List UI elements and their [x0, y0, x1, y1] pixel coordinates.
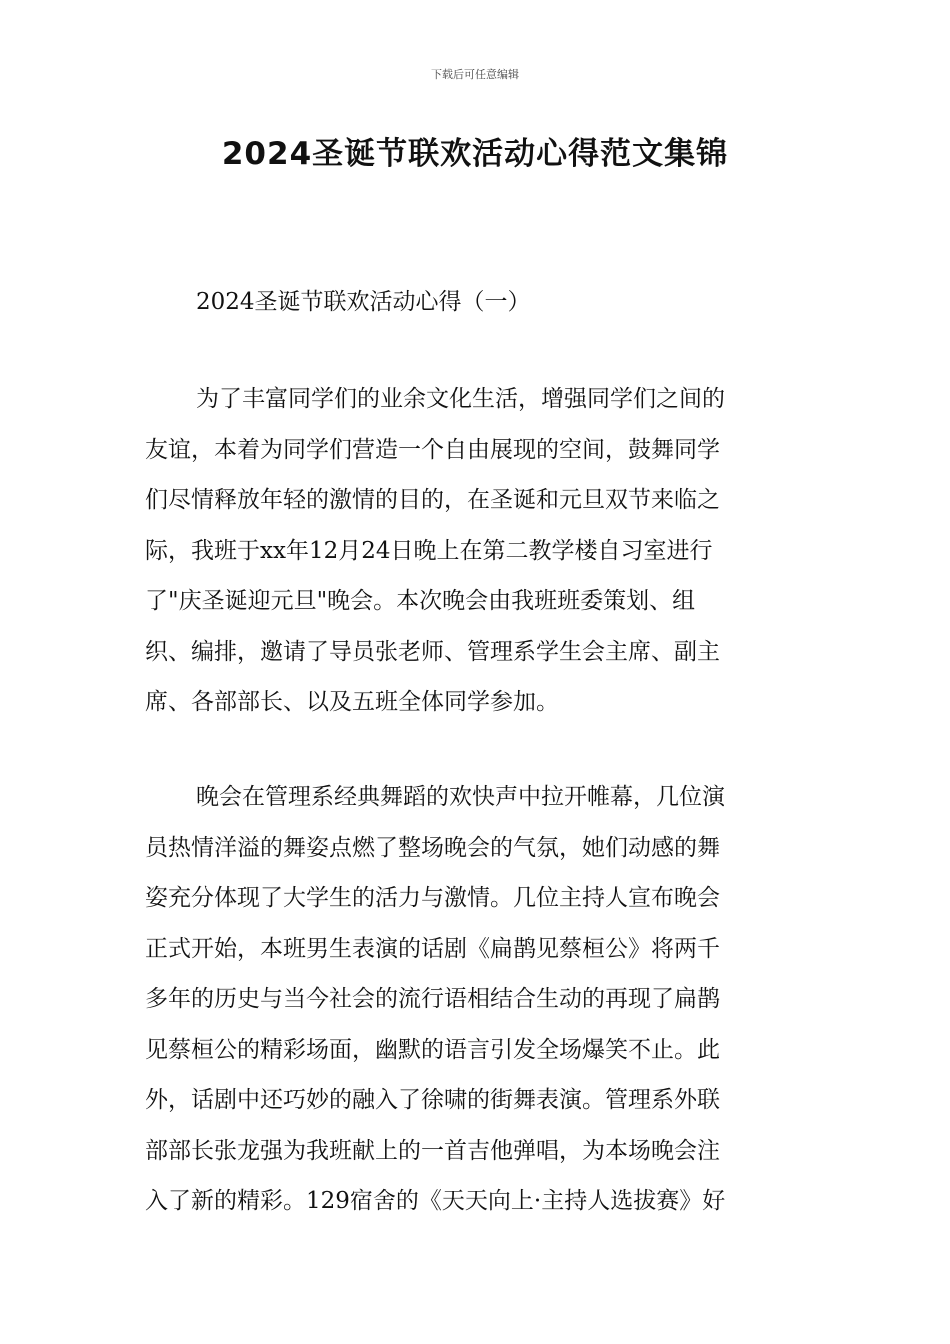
document-title: 2024圣诞节联欢活动心得范文集锦	[221, 136, 729, 172]
paragraph-line: 部部长张龙强为我班献上的一首吉他弹唱，为本场晚会注	[145, 1137, 720, 1164]
paragraph-line: 际，我班于xx年12月24日晚上在第二教学楼自习室进行	[145, 537, 713, 564]
paragraph-line: 姿充分体现了大学生的活力与激情。几位主持人宣布晚会	[145, 885, 720, 911]
section-heading: 2024圣诞节联欢活动心得（一）	[196, 289, 531, 315]
paragraph-line: 为了丰富同学们的业余文化生活，增强同学们之间的	[196, 386, 725, 412]
paragraph-line: 入了新的精彩。129宿舍的《天天向上·主持人选拔赛》好	[145, 1188, 726, 1214]
paragraph-line: 晚会在管理系经典舞蹈的欢快声中拉开帷幕，几位演	[196, 784, 725, 810]
paragraph-line: 见蔡桓公的精彩场面，幽默的语言引发全场爆笑不止。此	[145, 1036, 720, 1063]
paragraph-1	[145, 374, 805, 728]
paragraph-2	[145, 772, 805, 1227]
paragraph-line: 正式开始，本班男生表演的话剧《扁鹊见蔡桓公》将两千	[145, 935, 720, 962]
paragraph-line: 友谊，本着为同学们营造一个自由展现的空间，鼓舞同学	[145, 436, 720, 463]
paragraph-line: 们尽情释放年轻的激情的目的，在圣诞和元旦双节来临之	[145, 487, 720, 513]
paragraph-line: 了"庆圣诞迎元旦"晚会。本次晚会由我班班委策划、组	[145, 588, 696, 614]
header-note: 下载后可任意编辑	[431, 68, 519, 81]
paragraph-line: 多年的历史与当今社会的流行语相结合生动的再现了扁鹊	[145, 986, 720, 1012]
paragraph-line: 席、各部部长、以及五班全体同学参加。	[145, 689, 559, 715]
paragraph-line: 织、编排，邀请了导员张老师、管理系学生会主席、副主	[145, 638, 720, 665]
paragraph-line: 外，话剧中还巧妙的融入了徐啸的街舞表演。管理系外联	[145, 1087, 720, 1113]
paragraph-line: 员热情洋溢的舞姿点燃了整场晚会的气氛，她们动感的舞	[145, 834, 720, 861]
